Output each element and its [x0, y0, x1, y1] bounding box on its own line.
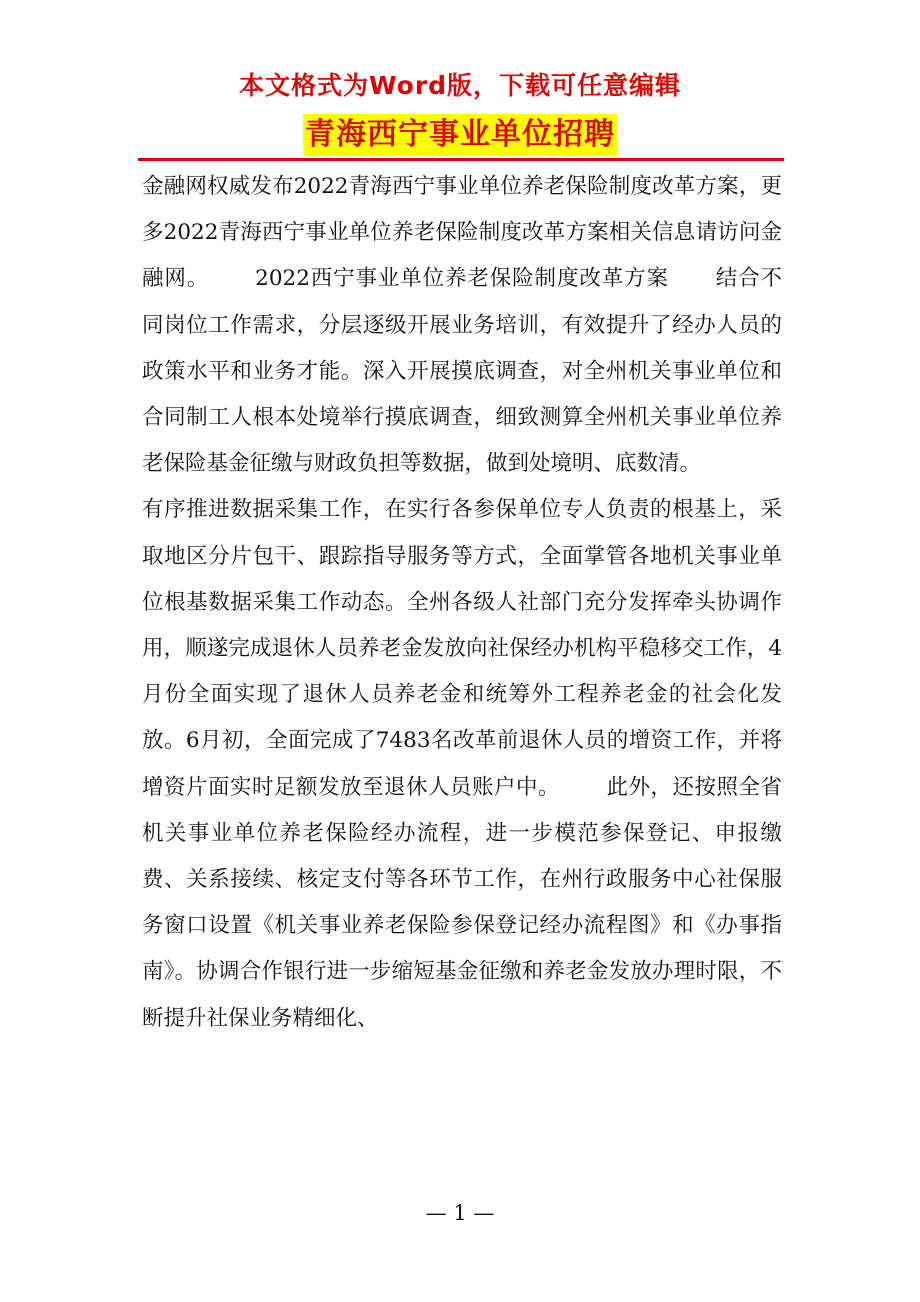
- paragraph-1: [142, 164, 782, 487]
- page-number: — 1 —: [425, 1201, 495, 1225]
- document-body: [142, 164, 782, 1042]
- paragraph-2-continuation: 此外，还按照全省机关事业单位养老保险经办流程，进一步模范参保登记、申报缴费、关系接续、核定支付等各环节工作，在州行政服务中心社保服务窗口设置《机关事业养老保险参保登记经办流程图》和《办事指南》。协调合作银行进一步缩短基金征缴和养老金发放办理时限，不断提升社保业务精细化、: [142, 774, 782, 1031]
- download-banner: 本文格式为Word版，下载可任意编辑: [238, 71, 682, 100]
- paragraph-2-content: 有序推进数据采集工作，在实行各参保单位专人负责的根基上，采取地区分片包干、跟踪指导服务等方式，全面掌管各地机关事业单位根基数据采集工作动态。全州各级人社部门充分发挥牵头协调作用，顺遂完成退休人员养老金发放向社保经办机构平稳移交工作，4月份全面实现了退休人员养老金和统筹外工程养老金的社会化发放。6月初，全面完成了7483名改革前退休人员的增资工作，并将增资片面实时足额发放至退休人员账户中。: [142, 497, 782, 800]
- title-divider: [138, 158, 784, 161]
- title-container: [0, 114, 920, 156]
- document-title: 青海西宁事业单位招聘: [303, 114, 617, 156]
- paragraph-1-intro: 金融网权威发布2022青海西宁事业单位养老保险制度改革方案，更多2022青海西宁事业单位养老保险制度改革方案相关信息请访问金融网。: [142, 174, 782, 292]
- paragraph-1-heading: 2022西宁事业单位养老保险制度改革方案: [255, 266, 669, 292]
- paragraph-1-content: 结合不同岗位工作需求，分层逐级开展业务培训，有效提升了经办人员的政策水平和业务才能。深入开展摸底调查，对全州机关事业单位和合同制工人根本处境举行摸底调查，细致测算全州机关事业单位养老保险基金征缴与财政负担等数据，做到处境明、底数清。: [142, 266, 782, 477]
- paragraph-2: [142, 487, 782, 1041]
